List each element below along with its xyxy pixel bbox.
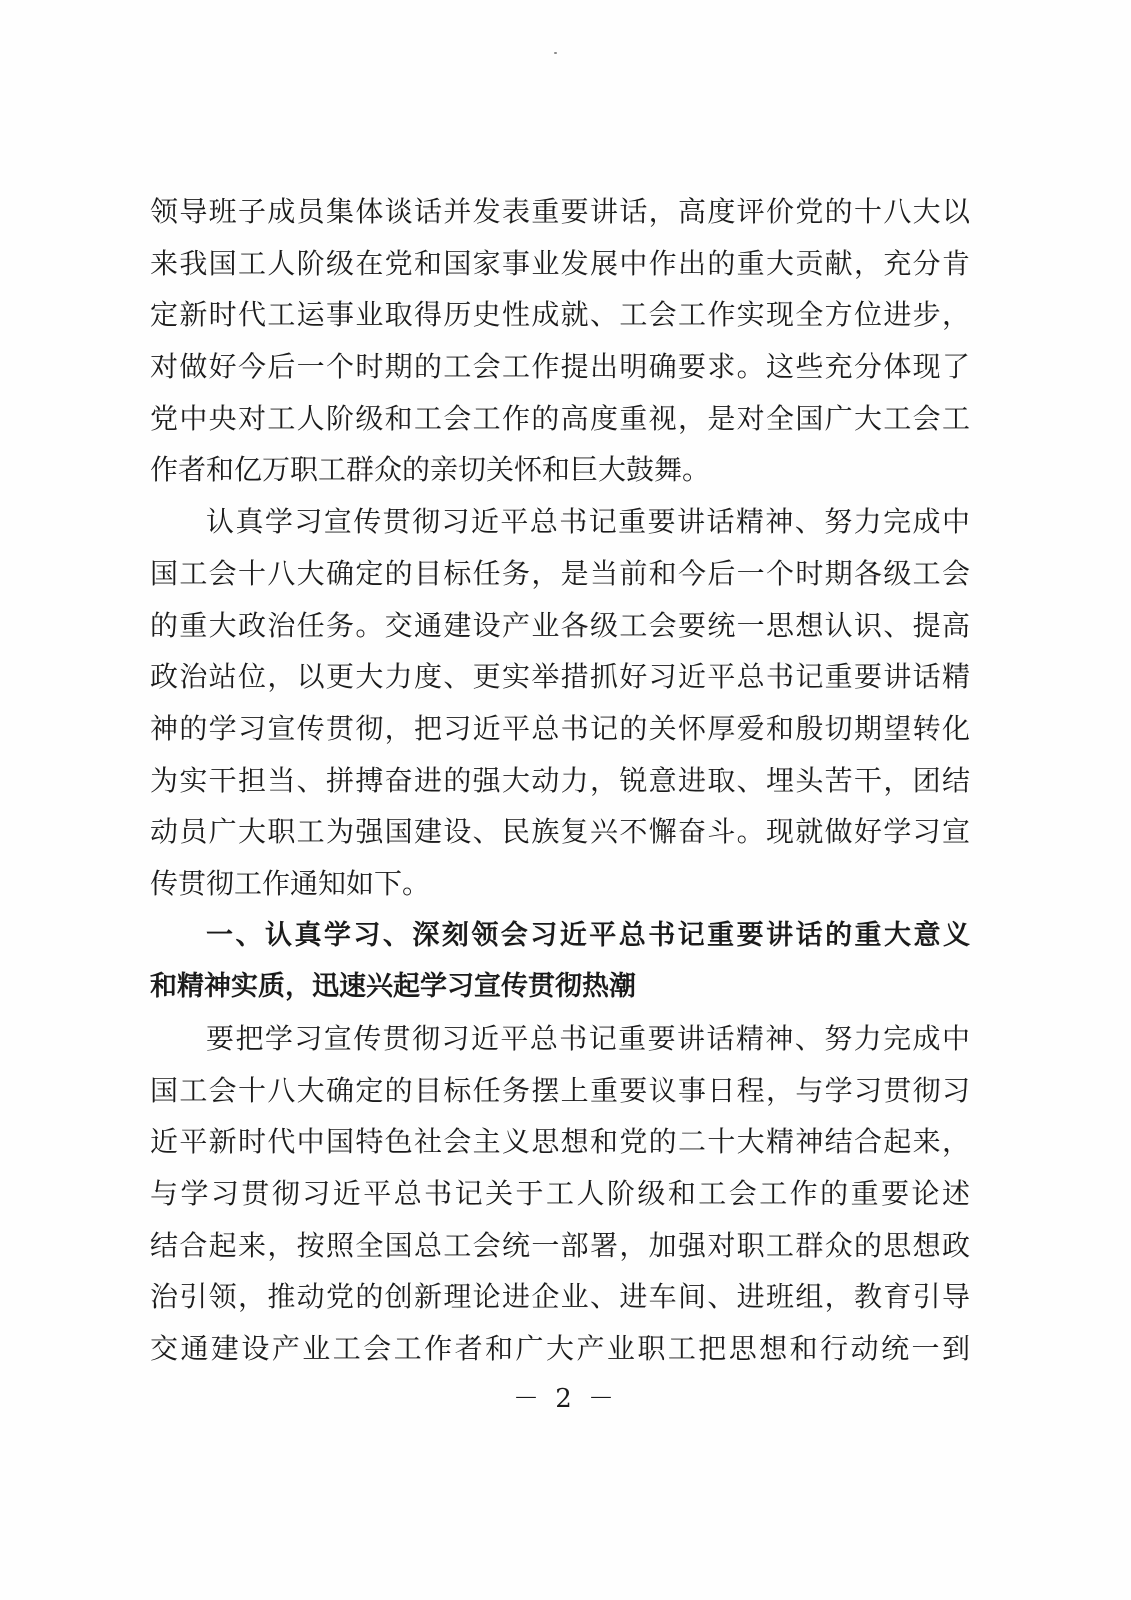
body-line: 神的学习宣传贯彻，把习近平总书记的关怀厚爱和殷切期望转化 [150, 711, 970, 745]
scan-speck [554, 52, 557, 54]
body-line: 动员广大职工为强国建设、民族复兴不懈奋斗。现就做好学习宣 [150, 815, 970, 849]
body-line: 认真学习宣传贯彻习近平总书记重要讲话精神、努力完成中 [206, 505, 970, 539]
body-line: 治引领，推动党的创新理论进企业、进车间、进班组，教育引导 [150, 1280, 970, 1314]
body-line: 领导班子成员集体谈话并发表重要讲话，高度评价党的十八大以 [150, 195, 970, 228]
body-line: 结合起来，按照全国总工会统一部署，加强对职工群众的思想政 [150, 1228, 970, 1262]
body-line: 的重大政治任务。交通建设产业各级工会要统一思想认识、提高 [150, 608, 970, 642]
body-line: 为实干担当、拼搏奋进的强大动力，锐意进取、埋头苦干，团结 [150, 763, 970, 797]
document-body [150, 186, 970, 1375]
body-line: 对做好今后一个时期的工会工作提出明确要求。这些充分体现了 [150, 350, 970, 384]
body-line: 国工会十八大确定的目标任务，是当前和今后一个时期各级工会 [150, 556, 970, 590]
body-line: 国工会十八大确定的目标任务摆上重要议事日程，与学习贯彻习 [150, 1073, 970, 1107]
body-line: 党中央对工人阶级和工会工作的高度重视，是对全国广大工会工 [150, 401, 970, 435]
body-line: 要把学习宣传贯彻习近平总书记重要讲话精神、努力完成中 [206, 1022, 970, 1055]
body-line: 传贯彻工作通知如下。 [150, 866, 431, 900]
body-line: 来我国工人阶级在党和国家事业发展中作出的重大贡献，充分肯 [150, 246, 970, 280]
section-heading-line: 一、认真学习、深刻领会习近平总书记重要讲话的重大意义 [206, 919, 970, 951]
body-line: 交通建设产业工会工作者和广大产业职工把思想和行动统一到 [150, 1332, 970, 1366]
body-line: 政治站位，以更大力度、更实举措抓好习近平总书记重要讲话精 [150, 660, 970, 694]
body-line: 与学习贯彻习近平总书记关于工人阶级和工会工作的重要论述 [150, 1177, 970, 1211]
page-number: － 2 － [512, 1384, 619, 1414]
section-heading-line: 和精神实质，迅速兴起学习宣传贯彻热潮 [150, 971, 636, 1003]
body-line: 作者和亿万职工群众的亲切关怀和巨大鼓舞。 [150, 453, 711, 487]
body-line: 近平新时代中国特色社会主义思想和党的二十大精神结合起来， [150, 1125, 970, 1159]
body-line: 定新时代工运事业取得历史性成就、工会工作实现全方位进步， [150, 298, 970, 332]
